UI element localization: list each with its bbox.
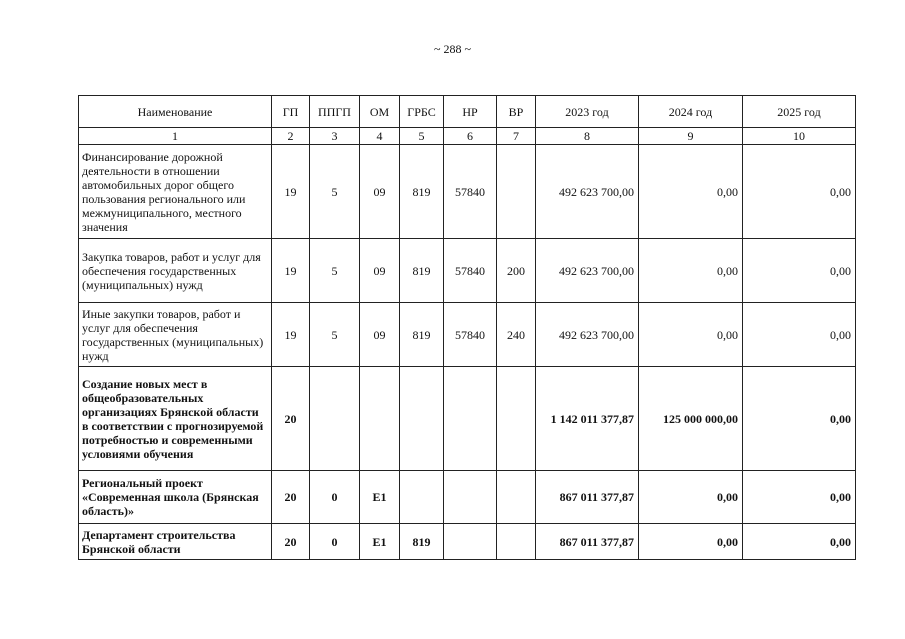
column-number: 5 — [400, 128, 444, 145]
table-row — [79, 239, 856, 303]
header-nr: НР — [444, 96, 497, 128]
header-row — [79, 96, 856, 128]
cell-vr — [497, 145, 536, 239]
header-2024: 2024 год — [639, 96, 743, 128]
row-name: Иные закупки товаров, работ и услуг для обеспечения государственных (муниципальных) нужд — [79, 303, 272, 367]
cell-2023: 492 623 700,00 — [536, 239, 639, 303]
header-gp: ГП — [272, 96, 310, 128]
column-number: 10 — [743, 128, 856, 145]
header-ppgp: ППГП — [310, 96, 360, 128]
column-number: 2 — [272, 128, 310, 145]
cell-om: 09 — [360, 303, 400, 367]
cell-vr — [497, 367, 536, 471]
cell-2024: 0,00 — [639, 145, 743, 239]
cell-2023: 492 623 700,00 — [536, 303, 639, 367]
header-name: Наименование — [79, 96, 272, 128]
cell-grbs — [400, 471, 444, 524]
cell-ppgp: 0 — [310, 524, 360, 560]
cell-gp: 19 — [272, 145, 310, 239]
cell-grbs: 819 — [400, 239, 444, 303]
cell-2023: 1 142 011 377,87 — [536, 367, 639, 471]
cell-2024: 0,00 — [639, 471, 743, 524]
header-om: ОМ — [360, 96, 400, 128]
cell-vr: 200 — [497, 239, 536, 303]
header-vr: ВР — [497, 96, 536, 128]
header-2025: 2025 год — [743, 96, 856, 128]
cell-gp: 20 — [272, 471, 310, 524]
cell-2025: 0,00 — [743, 471, 856, 524]
cell-2023: 867 011 377,87 — [536, 471, 639, 524]
table-row — [79, 524, 856, 560]
cell-grbs: 819 — [400, 145, 444, 239]
cell-nr: 57840 — [444, 145, 497, 239]
cell-2025: 0,00 — [743, 239, 856, 303]
cell-ppgp: 0 — [310, 471, 360, 524]
column-number-row — [79, 128, 856, 145]
cell-grbs — [400, 367, 444, 471]
cell-2025: 0,00 — [743, 524, 856, 560]
cell-om: 09 — [360, 145, 400, 239]
header-grbs: ГРБС — [400, 96, 444, 128]
row-name: Финансирование дорожной деятельности в отношении автомобильных дорог общего пользования регионального или межмуниципального, местного значения — [79, 145, 272, 239]
cell-gp: 19 — [272, 303, 310, 367]
cell-gp: 20 — [272, 367, 310, 471]
column-number: 4 — [360, 128, 400, 145]
cell-2024: 0,00 — [639, 524, 743, 560]
cell-2023: 492 623 700,00 — [536, 145, 639, 239]
budget-table — [78, 95, 856, 560]
cell-ppgp: 5 — [310, 145, 360, 239]
cell-2025: 0,00 — [743, 145, 856, 239]
table-row — [79, 367, 856, 471]
column-number: 8 — [536, 128, 639, 145]
cell-ppgp: 5 — [310, 303, 360, 367]
cell-om — [360, 367, 400, 471]
page-number: ~ 288 ~ — [434, 42, 471, 56]
cell-nr — [444, 367, 497, 471]
cell-vr — [497, 524, 536, 560]
column-number: 6 — [444, 128, 497, 145]
cell-grbs: 819 — [400, 524, 444, 560]
cell-nr — [444, 471, 497, 524]
cell-om: E1 — [360, 471, 400, 524]
cell-2024: 0,00 — [639, 239, 743, 303]
column-number: 9 — [639, 128, 743, 145]
table-row — [79, 303, 856, 367]
header-2023: 2023 год — [536, 96, 639, 128]
cell-nr: 57840 — [444, 303, 497, 367]
column-number: 1 — [79, 128, 272, 145]
column-number: 3 — [310, 128, 360, 145]
row-name: Департамент строительства Брянской области — [79, 524, 272, 560]
cell-vr — [497, 471, 536, 524]
table-row — [79, 145, 856, 239]
cell-gp: 20 — [272, 524, 310, 560]
cell-2024: 0,00 — [639, 303, 743, 367]
cell-2023: 867 011 377,87 — [536, 524, 639, 560]
cell-nr: 57840 — [444, 239, 497, 303]
cell-ppgp — [310, 367, 360, 471]
row-name: Закупка товаров, работ и услуг для обеспечения государственных (муниципальных) нужд — [79, 239, 272, 303]
cell-om: E1 — [360, 524, 400, 560]
cell-grbs: 819 — [400, 303, 444, 367]
cell-gp: 19 — [272, 239, 310, 303]
row-name: Создание новых мест в общеобразовательных организациях Брянской области в соответствии с прогнозируемой потребностью и современными условиями обучения — [79, 367, 272, 471]
cell-om: 09 — [360, 239, 400, 303]
cell-2025: 0,00 — [743, 303, 856, 367]
cell-vr: 240 — [497, 303, 536, 367]
column-number: 7 — [497, 128, 536, 145]
table-row — [79, 471, 856, 524]
cell-ppgp: 5 — [310, 239, 360, 303]
cell-2024: 125 000 000,00 — [639, 367, 743, 471]
cell-nr — [444, 524, 497, 560]
cell-2025: 0,00 — [743, 367, 856, 471]
row-name: Региональный проект «Современная школа (Брянская область)» — [79, 471, 272, 524]
